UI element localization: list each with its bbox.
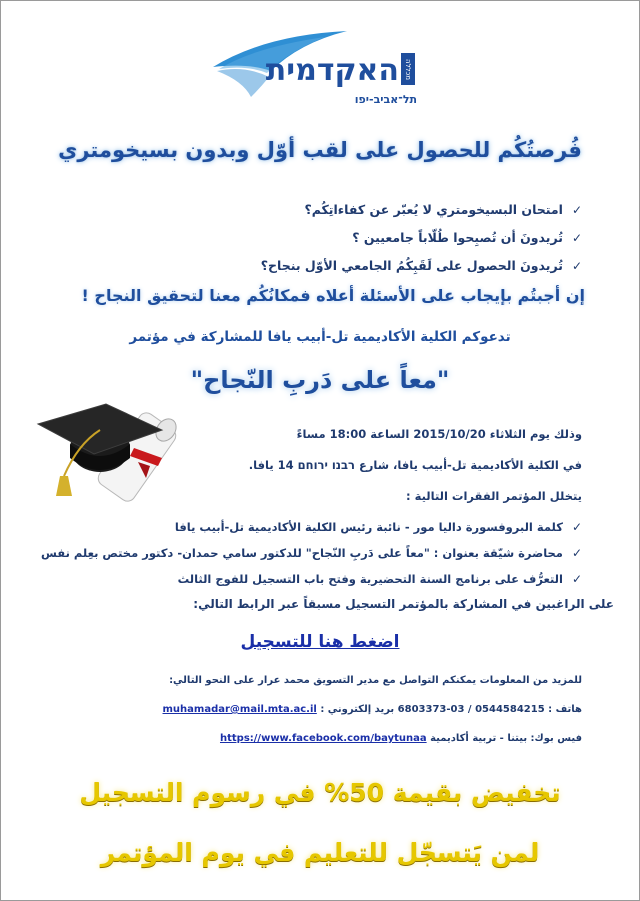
- discount-banner: تخفيض بقيمة 50% في رسوم التسجيل: [79, 778, 561, 807]
- email-link[interactable]: muhamadar@mail.mta.ac.il: [162, 704, 317, 715]
- checkmark-icon: ✓: [571, 231, 582, 245]
- register-link[interactable]: اضغط هنا للتسجيل: [240, 632, 400, 652]
- checkmark-icon: ✓: [571, 572, 582, 586]
- list-item: [82, 252, 582, 280]
- contact-details: [163, 704, 582, 715]
- question-text: تُريدونَ أن تُصبِحوا طُلّاباً جامعيين ؟: [352, 230, 563, 245]
- facebook-link[interactable]: https://www.facebook.com/baytunaa: [219, 733, 427, 744]
- facebook-label: فيس بوك: بيتنا - تربية أكاديمية: [430, 733, 582, 744]
- logo-name-text: האקדמית: [265, 53, 399, 88]
- question-text: تُريدونَ الحصول على لَقَبِكُمُ الجامعي الأوّل بنجاح؟: [260, 258, 563, 273]
- discount-condition: لمن يَتسجّل للتعليم في يوم المؤتمر: [100, 838, 540, 867]
- list-item: [42, 566, 582, 592]
- page-title: فُرصتُكُم للحصول على لقب أوّل وبدون بسيخومتري: [58, 138, 582, 162]
- date-line: وذلك يوم الثلاثاء 2015/10/20 الساعة 18:00 مساءً: [296, 427, 582, 441]
- checkmark-icon: ✓: [571, 546, 582, 560]
- answer-heading: إن أجبتُم بإيجاب على الأسئلة أعلاه فمكانُكُم معنا لتحقيق النجاح !: [81, 286, 585, 305]
- question-text: امتحان البسيخومتري لا يُعبّر عن كفاءاتِكُم؟: [304, 202, 563, 217]
- facebook-line: [220, 733, 582, 744]
- invitation-text: تدعوكم الكلية الأكاديمية تل-أبيب يافا للمشاركة في مؤتمر: [129, 329, 511, 345]
- checkmark-icon: ✓: [571, 203, 582, 217]
- program-item-text: محاضرة شيّقة بعنوان : "معاً على دَربِ النّجاح" للدكتور سامي حمدان- دكتور مختص بعِلم نفس: [41, 546, 563, 560]
- program-intro: يتخلل المؤتمر الفقرات التالية :: [406, 489, 582, 503]
- logo-vertical-tag: מכללה: [401, 53, 415, 85]
- list-item: [42, 514, 582, 540]
- list-item: [82, 224, 582, 252]
- registration-text: على الراغبين في المشاركة بالمؤتمر التسجيل مسبقاً عبر الرابط التالي:: [193, 597, 614, 611]
- program-item-text: التعرُّف على برنامج السنة التحضيرية وفتح باب التسجيل للفوج الثالث: [177, 572, 563, 586]
- academic-college-logo: [205, 23, 425, 111]
- program-list: [42, 514, 582, 592]
- conference-name: "معاً على دَربِ النّجاح": [190, 366, 450, 394]
- checkmark-icon: ✓: [571, 520, 582, 534]
- contact-intro: للمزيد من المعلومات يمكنكم التواصل مع مدير التسويق محمد عرار على النحو التالي:: [169, 675, 582, 686]
- phone-label: هاتف :: [548, 704, 582, 715]
- list-item: [82, 196, 582, 224]
- program-item-text: كلمة البروفسورة داليا مور - نائبة رئيس الكلية الأكاديمية تل-أبيب يافا: [174, 520, 563, 534]
- location-line: في الكلية الأكاديمية تل-أبيب يافا، شارع רבנו ירוחם 14 يافا.: [248, 458, 582, 472]
- logo-city-text: תל־אביב-יפו: [354, 93, 417, 106]
- questions-list: [82, 196, 582, 280]
- phone-numbers: 0544584215 / 03-6803373: [397, 704, 545, 715]
- list-item: [42, 540, 582, 566]
- email-label: بريد إلكتروني :: [320, 704, 395, 715]
- checkmark-icon: ✓: [571, 259, 582, 273]
